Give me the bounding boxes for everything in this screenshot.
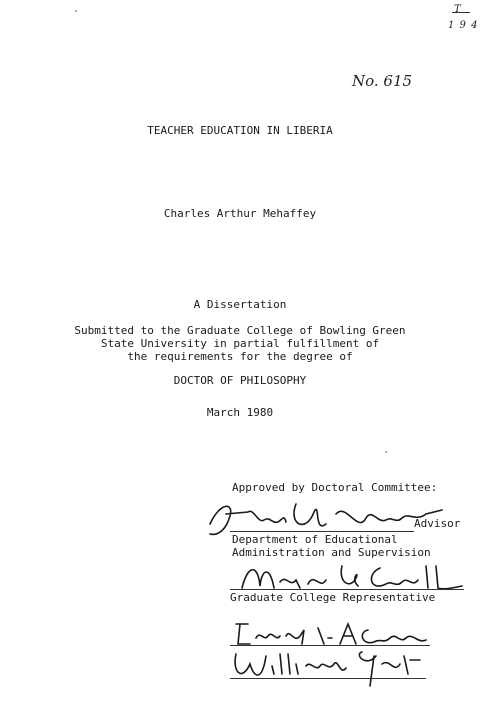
document-type: A Dissertation bbox=[193, 298, 287, 311]
representative-signature-line bbox=[230, 589, 464, 590]
approval-heading: Approved by Doctoral Committee: bbox=[232, 481, 438, 494]
submission-line-2: State University in partial fulfillment of bbox=[100, 337, 380, 350]
corner-mark-bottom: 1 9 4 bbox=[448, 20, 479, 31]
committee-signature-2 bbox=[226, 642, 426, 688]
author-name: Charles Arthur Mehaffey bbox=[163, 207, 317, 220]
department-line-2: Administration and Supervision bbox=[232, 546, 431, 559]
scan-speck bbox=[75, 10, 77, 12]
representative-label: Graduate College Representative bbox=[230, 591, 436, 604]
submission-line-1: Submitted to the Graduate College of Bowling Green bbox=[74, 324, 406, 337]
scan-speck bbox=[385, 451, 387, 453]
corner-mark-top: T bbox=[454, 4, 461, 15]
dissertation-title: TEACHER EDUCATION IN LIBERIA bbox=[147, 124, 333, 137]
department-line-1: Department of Educational bbox=[232, 533, 398, 546]
submission-date: March 1980 bbox=[206, 406, 274, 419]
degree-name: DOCTOR OF PHILOSOPHY bbox=[173, 374, 307, 387]
submission-line-3: the requirements for the degree of bbox=[127, 350, 353, 363]
corner-mark-line bbox=[452, 12, 470, 13]
committee-signature-line-2 bbox=[230, 678, 426, 679]
accession-number: No. 615 bbox=[352, 72, 413, 90]
advisor-signature-line bbox=[230, 531, 414, 532]
advisor-label: Advisor bbox=[414, 517, 461, 530]
